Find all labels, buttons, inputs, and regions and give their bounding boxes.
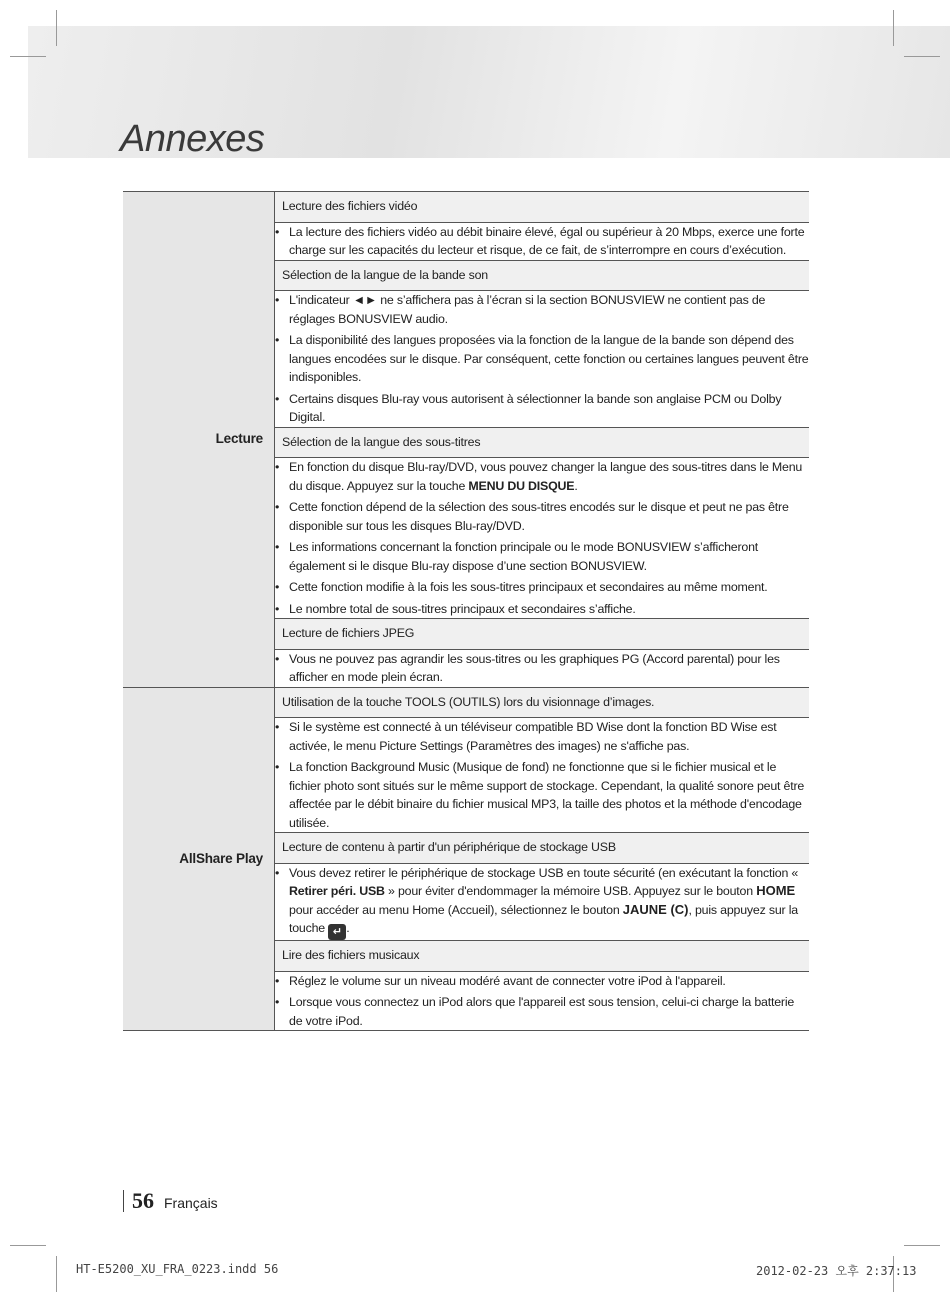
list-item: • Cette fonction dépend de la sélection des sous-titres encodés sur le disque et peut ne pas être disponible sur tous les disques Blu-ray/DVD. — [275, 498, 809, 535]
page-number: 56 — [132, 1188, 154, 1213]
bullet-list — [275, 864, 809, 941]
topic-title: Sélection de la langue des sous-titres — [275, 427, 810, 458]
list-item: • Les informations concernant la fonction principale ou le mode BONUSVIEW s’afficheront également si le disque Blu-ray dispose d’une section BONUSVIEW. — [275, 538, 809, 575]
text-run: , puis appuyez sur la touche — [289, 902, 798, 935]
text-run: Vous devez retirer le périphérique de stockage USB en toute sécurité (en exécutant la fonction « — [289, 865, 799, 880]
bullet-list — [275, 223, 809, 260]
bullet-list — [275, 972, 809, 1031]
topic-title: Lecture de contenu à partir d'un périphérique de stockage USB — [275, 833, 810, 864]
key-label: HOME — [756, 883, 796, 898]
text-run: . — [574, 478, 578, 493]
bullet-list — [275, 650, 809, 687]
bullet-list — [275, 291, 809, 427]
enter-key-icon: ↵ — [328, 924, 346, 940]
category-allshare-play: AllShare Play — [123, 687, 275, 1031]
crop-mark — [10, 1245, 46, 1246]
crop-mark — [56, 10, 57, 46]
text-run: . — [346, 921, 350, 935]
list-item: • Si le système est connecté à un téléviseur compatible BD Wise dont la fonction BD Wise est activée, le menu Picture Settings (Paramètres des images) ne s'affiche pas. — [275, 718, 809, 755]
topic-title: Sélection de la langue de la bande son — [275, 260, 810, 291]
topic-title: Lecture des fichiers vidéo — [275, 192, 810, 223]
topic-title: Lire des fichiers musicaux — [275, 941, 810, 972]
list-item: • Certains disques Blu-ray vous autorisent à sélectionner la bande son anglaise PCM ou Dolby Digital. — [275, 390, 809, 427]
list-item — [275, 458, 809, 495]
category-lecture: Lecture — [123, 192, 275, 688]
topic-title: Utilisation de la touche TOOLS (OUTILS) lors du visionnage d’images. — [275, 687, 810, 718]
page-footer — [123, 1188, 218, 1214]
bullet-list — [275, 718, 809, 832]
text-run: En fonction du disque Blu-ray/DVD, vous pouvez changer la langue des sous-titres dans le Menu du disque. Appuyez sur la touche — [289, 460, 803, 493]
crop-mark — [904, 1245, 940, 1246]
list-item: • La lecture des fichiers vidéo au débit binaire élevé, égal ou supérieur à 20 Mbps, exerce une forte charge sur les capacités du lecteur et risque, de ce fait, de s’interrompre en cours d’exécution. — [275, 223, 809, 260]
text-run: pour accéder au menu Home (Accueil), sélectionnez le bouton — [289, 902, 623, 917]
list-item: • Réglez le volume sur un niveau modéré avant de connecter votre iPod à l'appareil. — [275, 972, 809, 991]
list-item: • Le nombre total de sous-titres principaux et secondaires s’affiche. — [275, 600, 809, 619]
bullet-list — [275, 458, 809, 618]
crop-mark — [904, 56, 940, 57]
text-run: » pour éviter d'endommager la mémoire USB. Appuyez sur le bouton — [384, 884, 757, 898]
list-item — [275, 864, 809, 941]
footer-divider — [123, 1190, 124, 1212]
key-label: MENU DU DISQUE — [468, 478, 575, 493]
topic-title: Lecture de fichiers JPEG — [275, 619, 810, 650]
list-item: • La fonction Background Music (Musique de fond) ne fonctionne que si le fichier musical et le fichier photo sont situés sur le même support de stockage. Cependant, la qualité sonore peut être affectée par le débit binaire du fichier musical MP3, la taille des photos et la méthode d'encodage utilisée. — [275, 758, 809, 832]
list-item: • Cette fonction modifie à la fois les sous-titres principaux et secondaires au même moment. — [275, 578, 809, 597]
list-item: • Vous ne pouvez pas agrandir les sous-titres ou les graphiques PG (Accord parental) pour les afficher en mode plein écran. — [275, 650, 809, 687]
content-table — [123, 191, 809, 1031]
key-label: JAUNE (C) — [622, 901, 689, 917]
key-label: Retirer péri. USB — [289, 884, 385, 898]
page-language: Français — [164, 1195, 218, 1211]
print-file-info: HT-E5200_XU_FRA_0223.indd 56 — [76, 1262, 279, 1276]
crop-mark — [10, 56, 46, 57]
crop-mark — [893, 10, 894, 46]
list-item: • Lorsque vous connectez un iPod alors que l'appareil est sous tension, celui-ci charge la batterie de votre iPod. — [275, 993, 809, 1030]
list-item: • La disponibilité des langues proposées via la fonction de la langue de la bande son dépend des langues encodées sur le disque. Par conséquent, cette fonction ou certaines langues peuvent être indisponibles. — [275, 331, 809, 387]
chapter-title: Annexes — [120, 118, 265, 160]
crop-mark — [56, 1256, 57, 1292]
print-date-info: 2012-02-23 오후 2:37:13 — [756, 1264, 917, 1278]
list-item: • L'indicateur ◄► ne s’affichera pas à l’écran si la section BONUSVIEW ne contient pas de réglages BONUSVIEW audio. — [275, 291, 809, 328]
